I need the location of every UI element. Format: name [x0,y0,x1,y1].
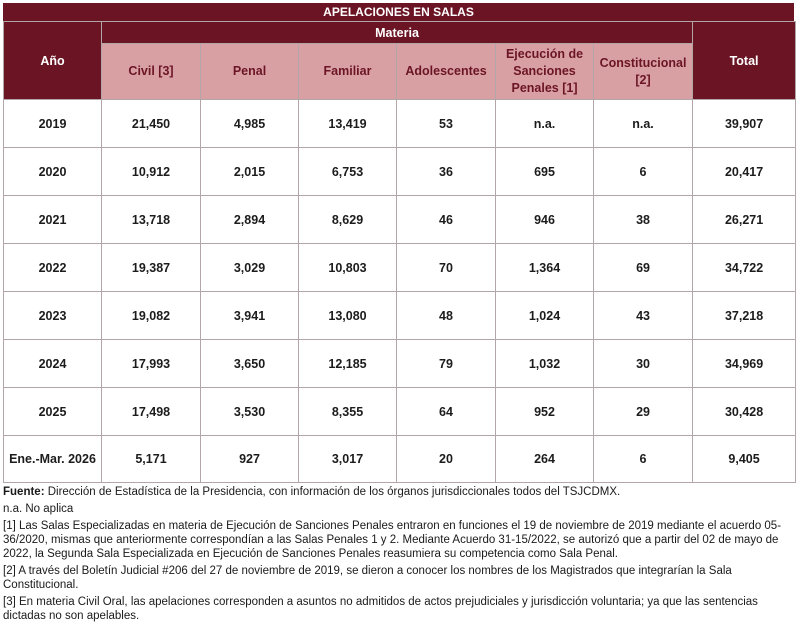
table-row [4,388,796,436]
total-cell: 9,405 [693,436,796,483]
value-cell: 70 [397,244,496,292]
value-cell: 4,985 [201,100,299,148]
value-cell: 64 [397,388,496,436]
value-cell: 17,993 [102,340,201,388]
value-cell: 30 [594,340,693,388]
appeals-table [3,21,796,483]
footnote-2: [2] A través del Boletín Judicial #206 del 27 de noviembre de 2019, se dieron a conocer los nombres de los Magistrados que integrarían la Sala Constitucional. [3,565,732,591]
total-cell: 37,218 [693,292,796,340]
value-cell: 3,650 [201,340,299,388]
header-adolescentes: Adolescentes [397,44,496,100]
year-cell: 2025 [4,388,102,436]
source-note [3,485,795,499]
total-cell: 20,417 [693,148,796,196]
footnote-1: [1] Las Salas Especializadas en materia de Ejecución de Sanciones Penales entraron en funciones el 19 de noviembre de 2019 mediante el acuerdo 05-36/2020, mismas que anteriormente correspondían a las Salas Penales 1 y 2. Mediante Acuerdo 31-15/2022, se autorizó que a partir del 02 de mayo de 2022, la Segunda Sala Especializada en Ejecución de Sanciones Penales reasumiera su competencia como Sala Penal. [3,520,782,560]
value-cell: n.a. [594,100,693,148]
header-total: Total [693,22,796,100]
header-civil: Civil [3] [102,44,201,100]
value-cell: 13,080 [299,292,397,340]
value-cell: 48 [397,292,496,340]
table-body [4,100,796,483]
value-cell: 3,530 [201,388,299,436]
total-cell: 26,271 [693,196,796,244]
value-cell: 36 [397,148,496,196]
value-cell: 79 [397,340,496,388]
total-cell: 34,969 [693,340,796,388]
value-cell: 946 [496,196,594,244]
header-constitucional: Constitucional [2] [594,44,693,100]
table-row [4,100,796,148]
value-cell: 6,753 [299,148,397,196]
value-cell: 264 [496,436,594,483]
total-cell: 30,428 [693,388,796,436]
year-cell: 2020 [4,148,102,196]
value-cell: 927 [201,436,299,483]
value-cell: 46 [397,196,496,244]
header-materia: Materia [102,22,693,44]
value-cell: 12,185 [299,340,397,388]
value-cell: 1,024 [496,292,594,340]
year-cell: 2021 [4,196,102,244]
value-cell: 952 [496,388,594,436]
year-cell: 2024 [4,340,102,388]
value-cell: n.a. [496,100,594,148]
value-cell: 695 [496,148,594,196]
table-row [4,436,796,483]
value-cell: 19,082 [102,292,201,340]
source-text: Dirección de Estadística de la Presidencia, con información de los órganos jurisdiccionales todos del TSJCDMX. [44,486,621,498]
value-cell: 2,015 [201,148,299,196]
header-penal: Penal [201,44,299,100]
value-cell: 19,387 [102,244,201,292]
value-cell: 29 [594,388,693,436]
source-label: Fuente: [3,486,45,498]
value-cell: 10,803 [299,244,397,292]
year-cell: 2019 [4,100,102,148]
footnote-3: [3] En materia Civil Oral, las apelaciones corresponden a asuntos no admitidos de actos prejudiciales y jurisdicción voluntaria; ya que las sentencias dictadas no son apelables. [3,596,758,622]
value-cell: 5,171 [102,436,201,483]
value-cell: 1,364 [496,244,594,292]
na-note: n.a. No aplica [3,503,74,515]
table-row [4,244,796,292]
header-familiar: Familiar [299,44,397,100]
header-year: Año [4,22,102,100]
value-cell: 1,032 [496,340,594,388]
header-ejecucion: Ejecución de Sanciones Penales [1] [496,44,594,100]
value-cell: 2,894 [201,196,299,244]
value-cell: 8,629 [299,196,397,244]
value-cell: 6 [594,436,693,483]
value-cell: 10,912 [102,148,201,196]
value-cell: 13,419 [299,100,397,148]
table-row [4,292,796,340]
value-cell: 38 [594,196,693,244]
table-row [4,148,796,196]
value-cell: 53 [397,100,496,148]
total-cell: 39,907 [693,100,796,148]
table-title: APELACIONES EN SALAS [3,3,794,21]
value-cell: 8,355 [299,388,397,436]
value-cell: 3,029 [201,244,299,292]
value-cell: 17,498 [102,388,201,436]
value-cell: 6 [594,148,693,196]
value-cell: 3,017 [299,436,397,483]
value-cell: 13,718 [102,196,201,244]
year-cell: Ene.-Mar. 2026 [4,436,102,483]
value-cell: 21,450 [102,100,201,148]
year-cell: 2022 [4,244,102,292]
value-cell: 20 [397,436,496,483]
value-cell: 43 [594,292,693,340]
year-cell: 2023 [4,292,102,340]
table-row [4,340,796,388]
value-cell: 69 [594,244,693,292]
value-cell: 3,941 [201,292,299,340]
total-cell: 34,722 [693,244,796,292]
table-row [4,196,796,244]
footnotes [3,485,795,626]
